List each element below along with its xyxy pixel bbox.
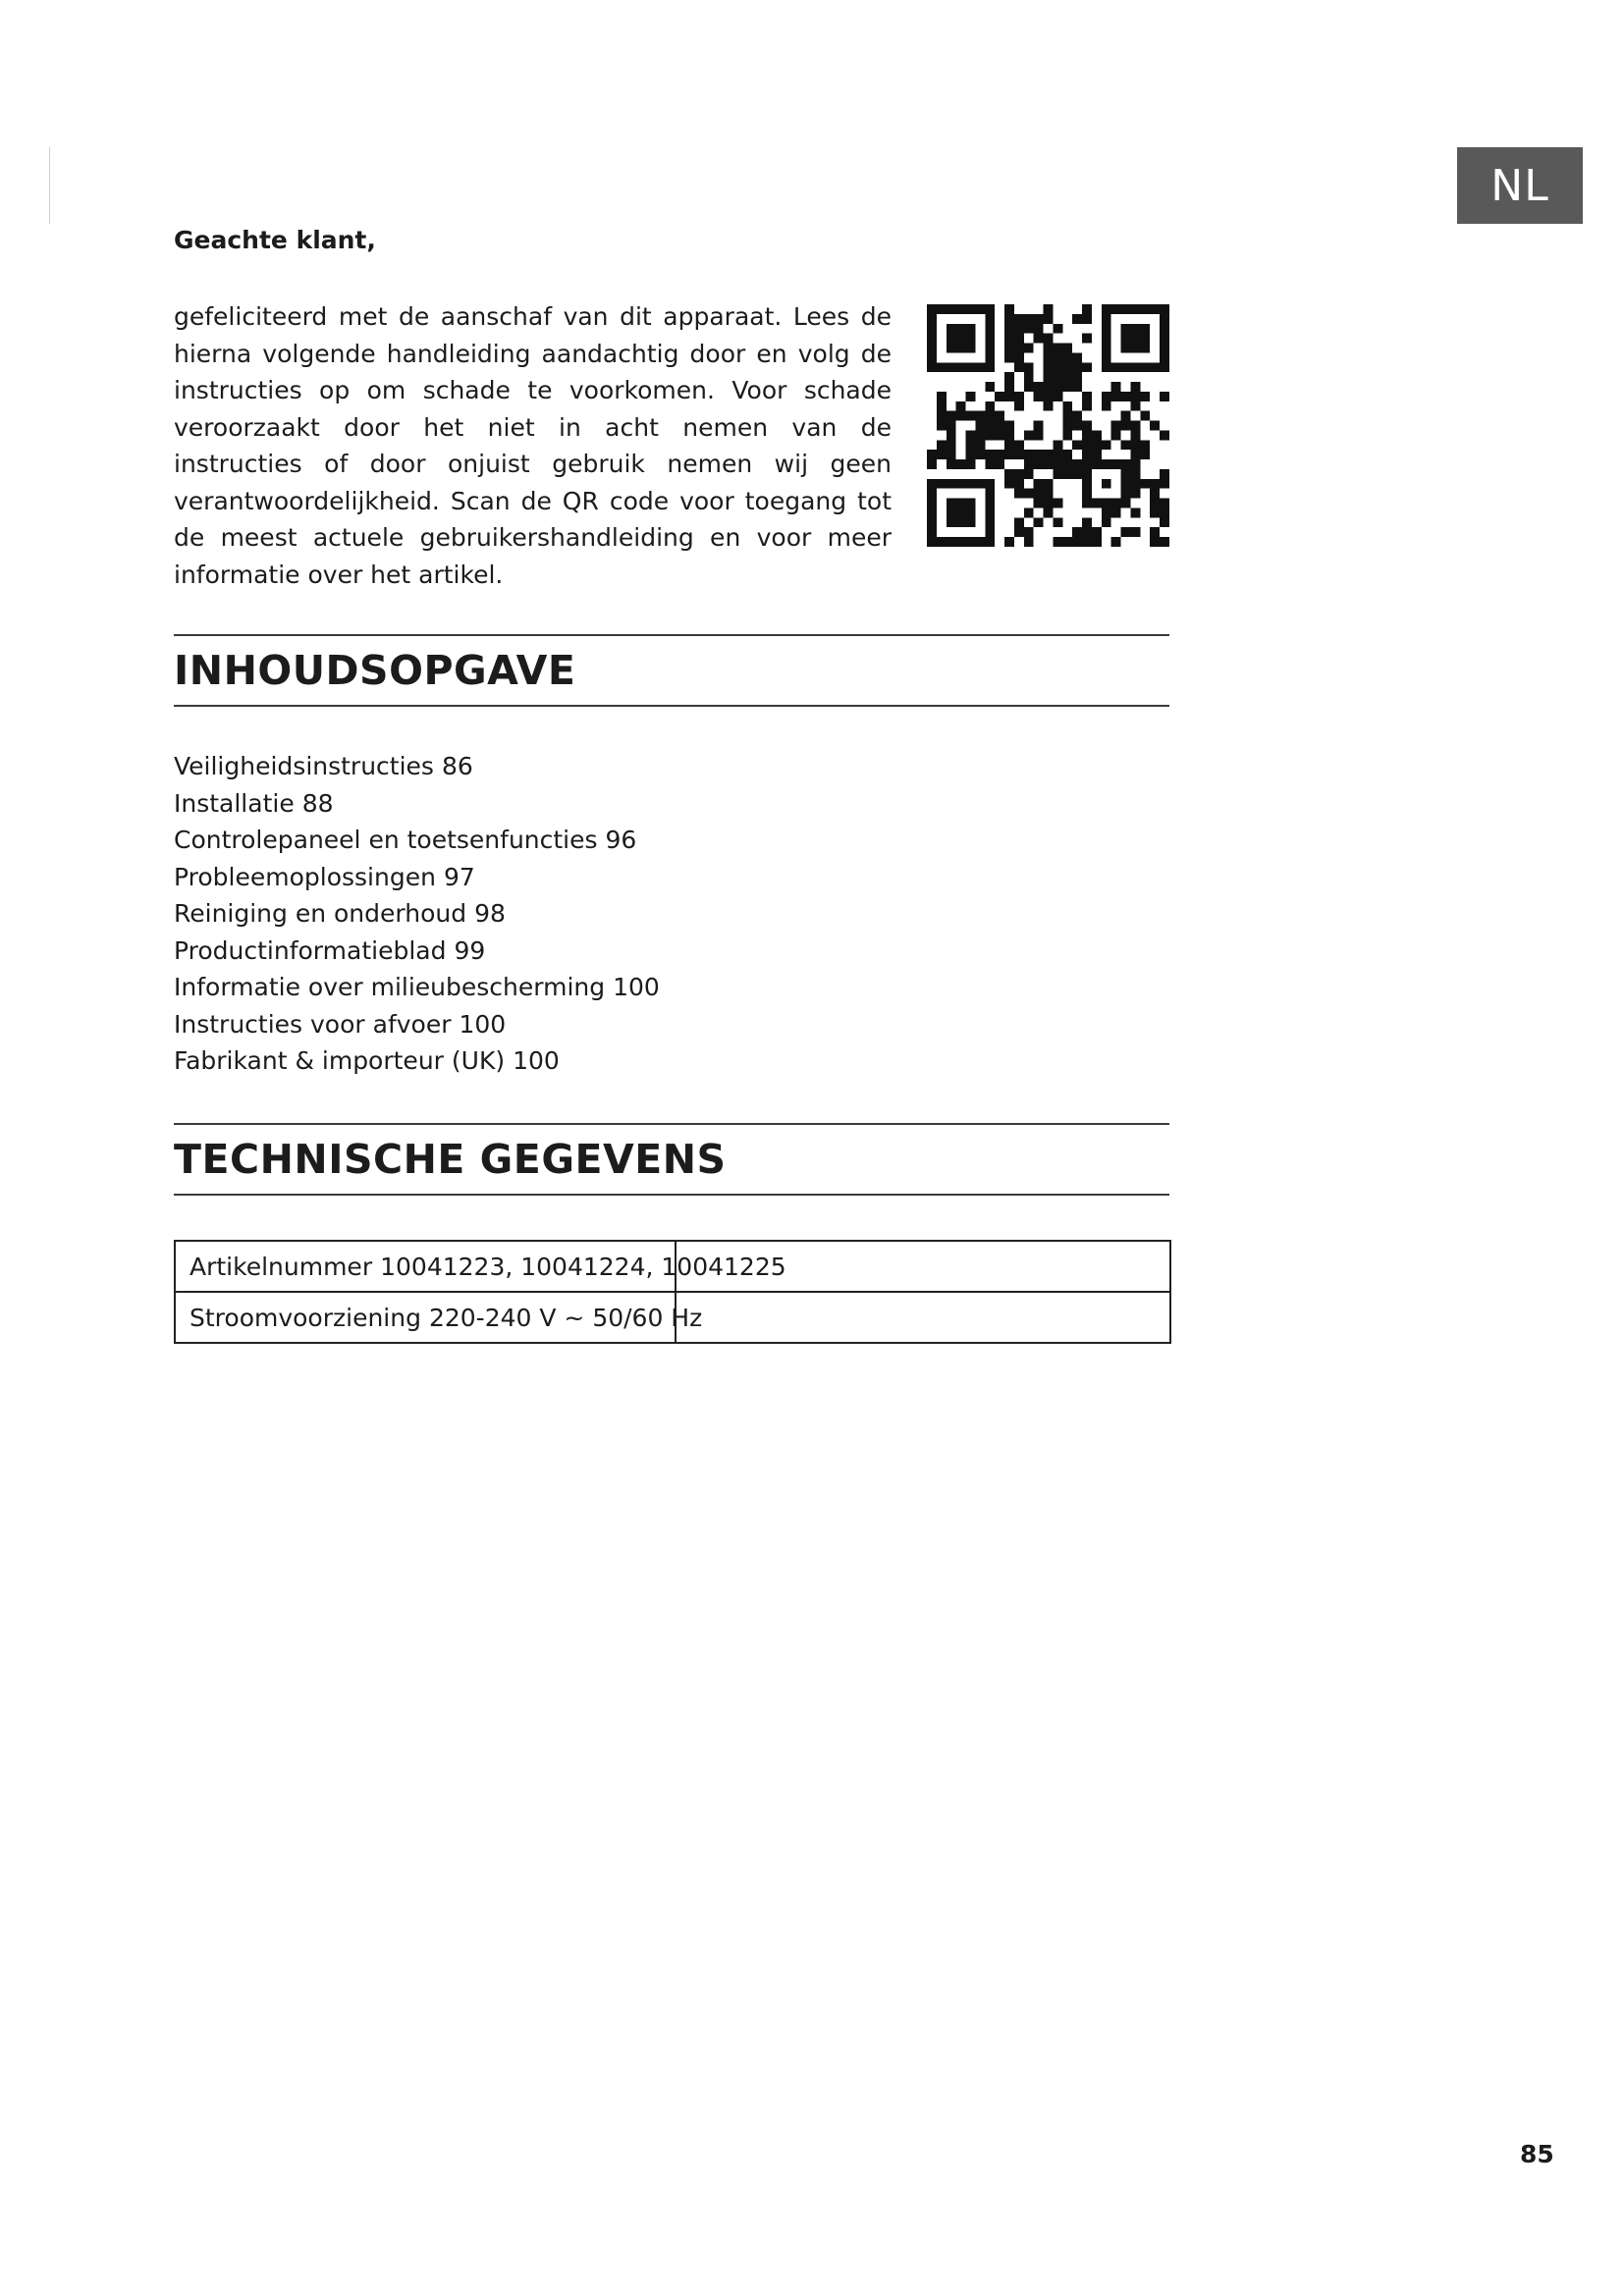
toc-item-page: 88 [301, 788, 334, 818]
toc-item [174, 969, 660, 1006]
tech-section [174, 1123, 1169, 1196]
spec-label: Artikelnummer [189, 1252, 373, 1281]
spec-cell [676, 1241, 1170, 1292]
toc-item-page: 86 [441, 752, 473, 780]
toc-item-title: Controlepaneel en toetsenfuncties [174, 826, 598, 854]
toc-item-page: 96 [605, 826, 637, 854]
toc-item-title: Reiniging en onderhoud [174, 899, 467, 928]
intro-paragraph: gefeliciteerd met de aanschaf van dit apparaat. Lees de hierna volgende handleiding aandachtig door en volg de instructies op om schade te voorkomen. Voor schade veroorzaakt door het niet in acht nemen van de instructies of door onjuist gebruik nemen wij geen verantwoordelijkheid. Scan de QR code voor toegang tot de meest actuele gebruikershandleiding en voor meer informatie over het artikel. [174, 302, 892, 589]
divider [174, 705, 1169, 707]
toc-item-title: Probleemoplossingen [174, 862, 436, 891]
margin-rule [49, 147, 50, 224]
spec-value: 10041223, 10041224, 10041225 [380, 1252, 786, 1281]
language-tab: NL [1457, 147, 1583, 224]
toc-list [174, 748, 660, 1080]
toc-item-page: 98 [474, 899, 506, 928]
toc-heading: INHOUDSOPGAVE [174, 647, 576, 694]
toc-item [174, 895, 660, 933]
toc-item-title: Veiligheidsinstructies [174, 752, 434, 780]
table-row [175, 1292, 1170, 1343]
spec-cell [175, 1241, 786, 1292]
toc-item-title: Instructies voor afvoer [174, 1009, 452, 1039]
toc-item-page: 100 [513, 1046, 560, 1075]
toc-item [174, 859, 660, 896]
toc-item [174, 1006, 660, 1043]
divider [174, 1194, 1169, 1196]
toc-item-page: 100 [459, 1009, 507, 1039]
toc-item [174, 748, 660, 785]
tech-heading: TECHNISCHE GEGEVENS [174, 1136, 727, 1183]
toc-item-title: Fabrikant & importeur (UK) [174, 1046, 506, 1075]
spec-label: Stroomvoorziening [189, 1303, 421, 1332]
spec-cell [676, 1292, 1170, 1343]
spec-cell [175, 1292, 703, 1343]
toc-item-page: 97 [443, 862, 475, 891]
spec-table [174, 1240, 1171, 1344]
toc-item-page: 99 [454, 935, 486, 965]
toc-section [174, 634, 1169, 707]
page-number: 85 [1520, 2140, 1554, 2168]
spec-value: 220-240 V ~ 50/60 Hz [428, 1303, 703, 1332]
toc-item [174, 1042, 660, 1080]
toc-item [174, 933, 660, 970]
toc-item-title: Informatie over milieubescherming [174, 973, 606, 1001]
toc-item-page: 100 [613, 973, 660, 1001]
greeting: Geachte klant, [174, 226, 376, 254]
toc-item [174, 785, 660, 823]
toc-item [174, 822, 660, 859]
table-row [175, 1241, 1170, 1292]
toc-item-title: Installatie [174, 788, 295, 818]
qr-code-icon[interactable] [927, 304, 1169, 547]
toc-item-title: Productinformatieblad [174, 935, 447, 965]
